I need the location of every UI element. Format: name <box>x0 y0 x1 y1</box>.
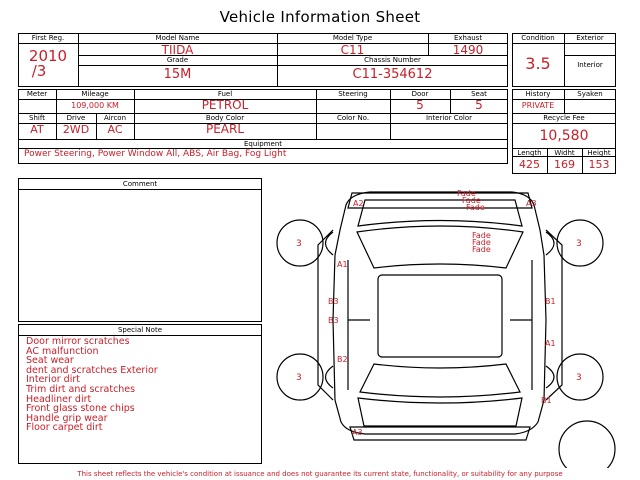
note-item: Interior dirt <box>26 374 80 386</box>
model-name-label: Model Name <box>155 34 200 42</box>
tire-rl-score: 3 <box>296 373 302 383</box>
equipment-label: Equipment <box>244 140 282 148</box>
roof <box>378 275 502 357</box>
fuel-label: Fuel <box>217 90 233 98</box>
drive-label: Drive <box>66 114 86 122</box>
special-note-list <box>26 337 158 433</box>
color-no-label: Color No. <box>336 114 370 122</box>
shift-value: AT <box>30 123 44 136</box>
tire-fr-score: 3 <box>576 239 582 249</box>
car-damage-diagram <box>268 178 620 468</box>
note-item: dent and scratches Exterior <box>26 364 158 376</box>
right-doors <box>510 260 532 390</box>
seat-value: 5 <box>475 98 483 112</box>
seat-label: Seat <box>471 90 487 98</box>
door-label: Door <box>411 90 429 98</box>
damage-fade-top-1: Fade <box>457 189 476 198</box>
damage-b3-left-2: B3 <box>328 316 339 325</box>
note-item: Door mirror scratches <box>26 336 130 347</box>
note-item: Front glass stone chips <box>26 403 135 415</box>
sheet-title: Vehicle Information Sheet <box>219 8 421 26</box>
windshield <box>357 226 523 268</box>
width-label: Widht <box>554 149 575 157</box>
note-item: Seat wear <box>26 355 74 367</box>
damage-fade-mid-3: Fade <box>472 245 491 254</box>
width-value: 169 <box>554 158 575 171</box>
body-color-label: Body Color <box>205 114 245 122</box>
damage-b2: B2 <box>337 355 348 364</box>
note-item: Handle grip wear <box>26 412 108 424</box>
equipment-value: Power Steering, Power Window All, ABS, Air Bag, Fog Light <box>24 149 287 159</box>
note-item: Trim dirt and scratches <box>26 383 136 395</box>
model-type-label: Model Type <box>332 34 373 42</box>
damage-fade-top-3: Fade <box>466 203 485 212</box>
exterior-label: Exterior <box>576 34 604 42</box>
condition-label: Condition <box>521 34 555 42</box>
height-value: 153 <box>588 158 610 171</box>
exhaust-label: Exhaust <box>453 34 483 42</box>
condition-score: 3.5 <box>525 54 551 73</box>
recycle-value: 10,580 <box>539 128 589 144</box>
comment-box <box>18 178 262 322</box>
history-value: PRIVATE <box>521 101 555 110</box>
chassis-label: Chassis Number <box>364 56 421 64</box>
hood <box>358 200 522 226</box>
steering-label: Steering <box>338 90 368 98</box>
note-item: Floor carpet dirt <box>26 422 103 434</box>
interior-label: Interior <box>577 61 603 69</box>
damage-a3-top: A3 <box>526 199 537 208</box>
rear-window <box>360 364 520 397</box>
aircon-value: AC <box>107 123 123 136</box>
disclaimer: This sheet reflects the vehicle's condition at issuance and does not guarantee its current state, functionality, or suitability for any purpose <box>77 470 563 478</box>
model-name-value: TIIDA <box>161 43 194 57</box>
grade-label: Grade <box>166 56 189 64</box>
first-reg-label: First Reg. <box>31 34 65 42</box>
damage-a2: A2 <box>353 199 364 208</box>
damage-fade-mid-1: Fade <box>472 231 491 240</box>
mileage-label: Mileage <box>81 90 109 98</box>
shift-label: Shift <box>29 114 45 122</box>
spare-tire <box>559 421 615 468</box>
tire-fl-score: 3 <box>296 239 302 249</box>
aircon-label: Aircon <box>103 114 127 122</box>
height-label: Height <box>587 149 611 157</box>
fuel-value: PETROL <box>201 98 249 112</box>
first-reg-month: /3 <box>31 62 47 80</box>
exhaust-value: 1490 <box>452 43 484 57</box>
note-item: Headliner dirt <box>26 393 92 405</box>
damage-a3-bottom: A3 <box>352 428 363 437</box>
damage-fade-mid-2: Fade <box>472 238 491 247</box>
chassis-value: C11-354612 <box>352 67 433 82</box>
left-doors <box>348 260 370 390</box>
tire-rr-score: 3 <box>576 373 582 383</box>
grade-value: 15M <box>163 67 192 82</box>
first-reg-year: 2010 <box>28 47 68 65</box>
damage-b1-right-2: B1 <box>541 396 552 405</box>
drive-value: 2WD <box>62 123 90 136</box>
trunk <box>358 398 522 426</box>
door-value: 5 <box>416 98 424 112</box>
length-value: 425 <box>519 158 540 171</box>
body-color-value: PEARL <box>205 122 245 136</box>
history-label: History <box>525 90 551 98</box>
model-type-value: C11 <box>340 43 365 57</box>
interior-color-label: Interior Color <box>425 114 473 122</box>
meter-label: Meter <box>26 90 48 98</box>
damage-a1-right: A1 <box>545 339 556 348</box>
note-item: AC malfunction <box>26 345 99 357</box>
comment-label: Comment <box>122 180 158 188</box>
syaken-label: Syaken <box>577 90 603 98</box>
car-body-outline <box>333 192 546 434</box>
damage-b3-left-1: B3 <box>328 297 339 306</box>
damage-b1-right-1: B1 <box>545 297 556 306</box>
damage-fade-top-2: Fade <box>462 196 481 205</box>
special-note-label: Special Note <box>117 326 163 334</box>
damage-a1-left: A1 <box>337 260 348 269</box>
mileage-value: 109,000 KM <box>71 101 119 110</box>
length-label: Length <box>517 149 542 157</box>
recycle-label: Recycle Fee <box>543 114 585 122</box>
